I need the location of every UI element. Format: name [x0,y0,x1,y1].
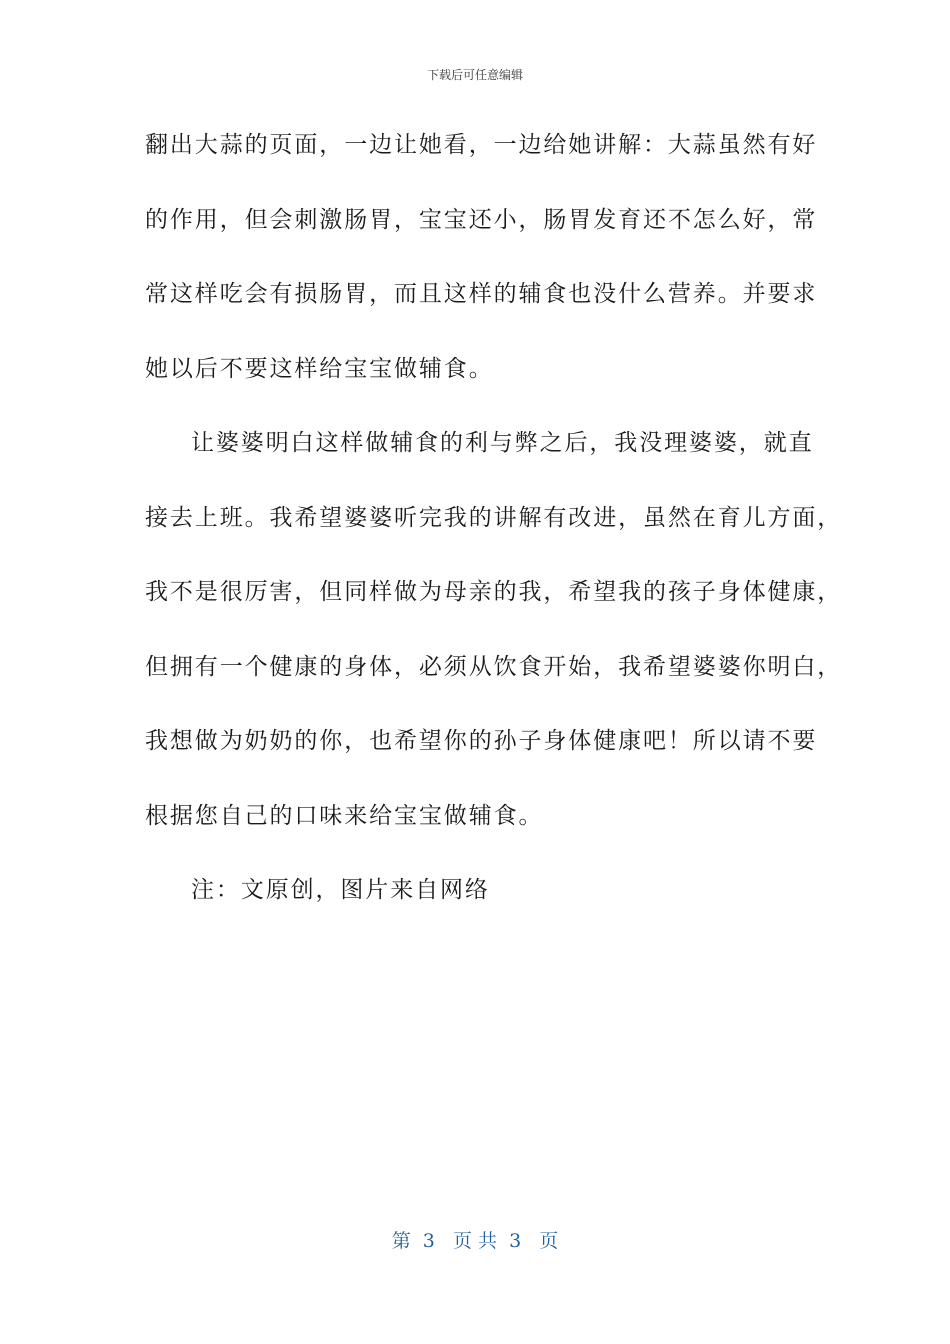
page-header: 下载后可任意编辑 [426,68,523,82]
author-note: 注：文原创，图片来自网络 [191,877,490,903]
text-line: 我想做为奶奶的你，也希望你的孙子身体健康吧！所以请不要 [145,728,818,754]
text-line: 但拥有一个健康的身体，必须从饮食开始，我希望婆婆你明白， [145,653,843,680]
document-body [145,116,843,936]
text-line: 常这样吃会有损肠胃，而且这样的辅食也没什么营养。并要求 [145,281,818,307]
text-line: 接去上班。我希望婆婆听完我的讲解有改进，虽然在育儿方面， [145,504,843,531]
text-line: 翻出大蒜的页面，一边让她看，一边给她讲解：大蒜虽然有好 [145,132,818,158]
text-line: 她以后不要这样给宝宝做辅食。 [145,355,494,382]
page-number: 第 3 页 共 3 页 [391,1230,559,1252]
text-line: 根据您自己的口味来给宝宝做辅食。 [145,802,544,829]
text-line: 我不是很厉害，但同样做为母亲的我，希望我的孩子身体健康， [145,579,843,605]
text-line: 的作用，但会刺激肠胃，宝宝还小，肠胃发育还不怎么好，常 [145,206,818,233]
paragraph-first-line: 让婆婆明白这样做辅食的利与弊之后，我没理婆婆，就直 [191,430,814,456]
